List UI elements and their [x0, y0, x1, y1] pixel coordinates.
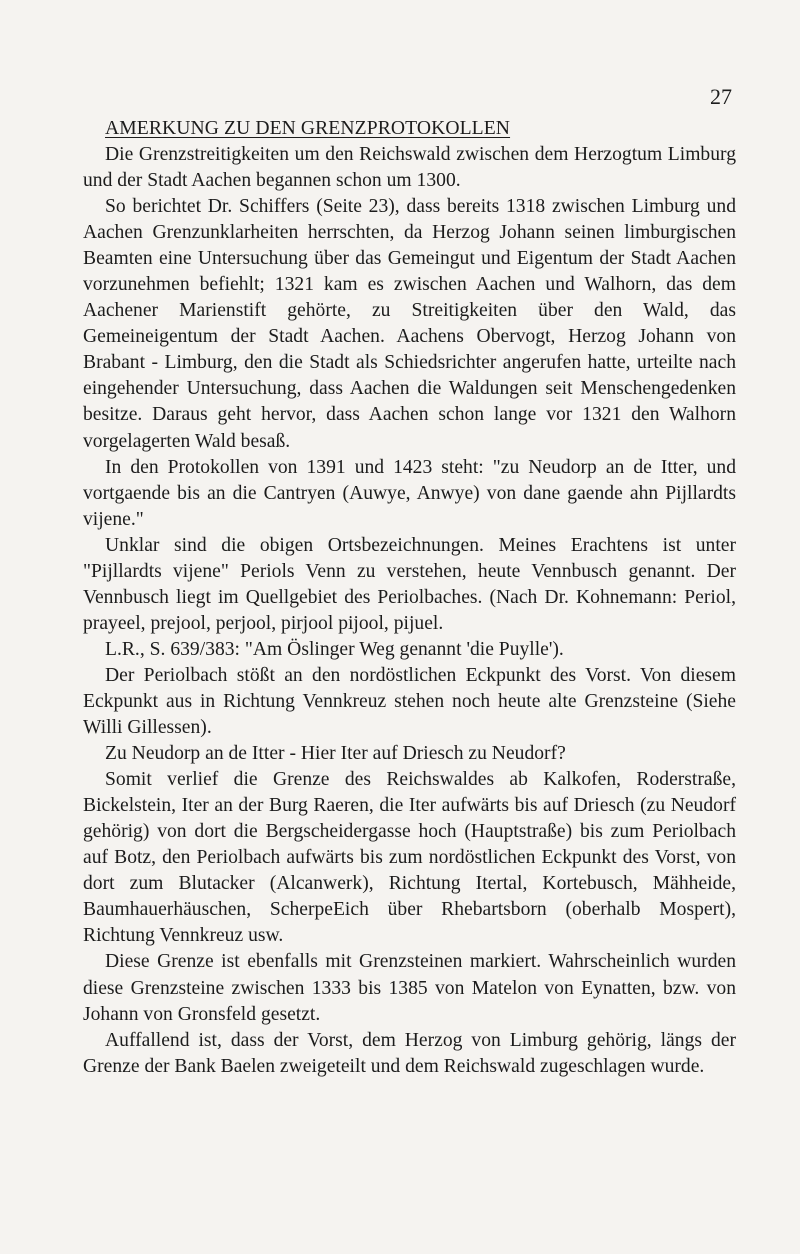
paragraph-schiffers: So berichtet Dr. Schiffers (Seite 23), dass bereits 1318 zwischen Limburg und Aachen Grenzunklarheiten herrschten, da Herzog Johann seinen limburgischen Beamten eine Untersuchung über das Gemeingut und Eigentum der Stadt Aachen vorzunehmen befiehlt; 1321 kam es zwischen Aachen und Walhorn, das dem Aachener Marienstift gehörte, zu Streitigkeiten über den Wald, das Gemeineigentum der Stadt Aachen. Aachens Obervogt, Herzog Johann von Brabant - Limburg, den die Stadt als Schiedsrichter angerufen hatte, urteilte nach eingehender Untersuchung, dass Aachen die Waldungen seit Menschengedenken besitze. Daraus geht hervor, dass Aachen schon lange vor 1321 den Walhorn vorgelagerten Wald besaß. [83, 196, 736, 452]
paragraph-periolbach: Der Periolbach stößt an den nordöstlichen Eckpunkt des Vorst. Von diesem Eckpunkt aus in Richtung Vennkreuz stehen noch heute alte Grenzsteine (Siehe Willi Gillessen). [83, 664, 736, 739]
paragraph-lr-reference: L.R., S. 639/383: "Am Öslinger Weg genannt 'die Puylle'). [105, 638, 564, 660]
paragraph-vorst: Auffallend ist, dass der Vorst, dem Herzog von Limburg gehörig, längs der Grenze der Bank Baelen zweigeteilt und dem Reichswald zugeschlagen wurde. [83, 1029, 736, 1077]
paragraph-intro: Die Grenzstreitigkeiten um den Reichswald zwischen dem Herzogtum Limburg und der Stadt Aachen begannen schon um 1300. [83, 144, 736, 192]
paragraph-grenzsteine: Diese Grenze ist ebenfalls mit Grenzsteinen markiert. Wahrscheinlich wurden diese Grenzsteine zwischen 1333 bis 1385 von Matelon von Eynatten, bzw. von Johann von Gronsfeld gesetzt. [83, 951, 736, 1025]
paragraph-neudorp: Zu Neudorp an de Itter - Hier Iter auf Driesch zu Neudorf? [105, 743, 566, 765]
page-number: 27 [710, 84, 732, 109]
section-heading: AMERKUNG ZU DEN GRENZPROTOKOLLEN [105, 118, 511, 139]
paragraph-protokolle: In den Protokollen von 1391 und 1423 steht: "zu Neudorp an de Itter, und vortgaende bis an die Cantryen (Auwye, Anwye) von dane gaende ahn Pijllardts vijene." [83, 456, 736, 530]
paragraph-ortsbezeichnungen: Unklar sind die obigen Ortsbezeichnungen. Meines Erachtens ist unter "Pijllardts vijene" Periols Venn zu verstehen, heute Vennbusch genannt. Der Vennbusch liegt im Quellgebiet des Periolbaches. (Nach Dr. Kohnemann: Periol, prayeel, prejool, perjool, pirjool pijool, pijuel. [83, 534, 736, 634]
paragraph-grenzverlauf: Somit verlief die Grenze des Reichswaldes ab Kalkofen, Roderstraße, Bickelstein, Iter an der Burg Raeren, die Iter aufwärts bis auf Driesch (zu Neudorf gehörig) von dort die Bergscheidergasse hoch (Hauptstraße) bis zum Periolbach auf Botz, den Periolbach aufwärts bis zum nordöstlichen Eckpunkt des Vorst, von dort zum Blutacker (Alcanwerk), Richtung Itertal, Kortebusch, Mähheide, Baumhauerhäuschen, ScherpeEich über Rhebartsborn (oberhalb Mospert), Richtung Vennkreuz usw. [83, 769, 736, 947]
page-content [83, 116, 736, 1080]
